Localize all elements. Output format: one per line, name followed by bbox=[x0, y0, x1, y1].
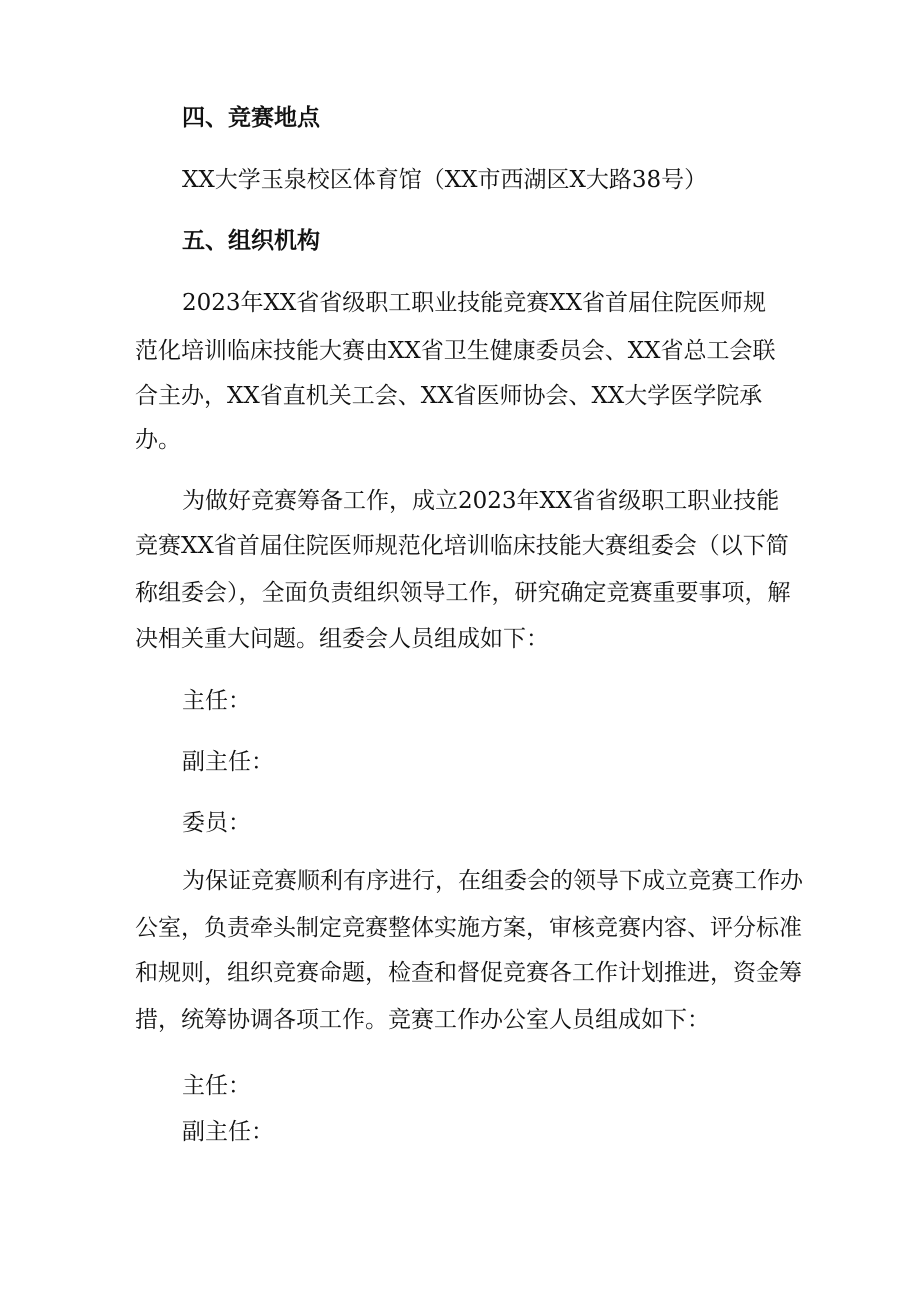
committee-members-label: 委员： bbox=[182, 810, 251, 836]
paragraph-office-line-1: 为保证竞赛顺利有序进行，在组委会的领导下成立竞赛工作办 bbox=[182, 868, 803, 894]
paragraph-office-line-3: 和规则，组织竞赛命题，检查和督促竞赛各工作计划推进，资金筹 bbox=[135, 960, 802, 986]
paragraph-organizers-line-1: 2023年XX省省级职工职业技能竞赛XX省首届住院医师规 bbox=[182, 290, 767, 316]
office-director-label: 主任： bbox=[182, 1073, 251, 1099]
paragraph-office-line-2: 公室，负责牵头制定竞赛整体实施方案，审核竞赛内容、评分标准 bbox=[135, 915, 802, 941]
paragraph-office-line-4: 措，统筹协调各项工作。竞赛工作办公室人员组成如下： bbox=[135, 1007, 710, 1033]
location-text: XX大学玉泉校区体育馆（XX市西湖区X大路38号） bbox=[182, 167, 708, 193]
paragraph-organizers-line-2: 范化培训临床技能大赛由XX省卫生健康委员会、XX省总工会联 bbox=[135, 338, 776, 364]
office-deputy-director-label: 副主任： bbox=[182, 1119, 274, 1145]
paragraph-committee-line-3: 称组委会），全面负责组织领导工作，研究确定竞赛重要事项，解 bbox=[135, 580, 791, 606]
section-heading-organization: 五、组织机构 bbox=[182, 228, 320, 254]
committee-deputy-director-label: 副主任： bbox=[182, 749, 274, 775]
committee-director-label: 主任： bbox=[182, 688, 251, 714]
paragraph-committee-line-1: 为做好竞赛筹备工作，成立2023年XX省省级职工职业技能 bbox=[182, 488, 780, 514]
section-heading-location: 四、竞赛地点 bbox=[182, 105, 320, 131]
paragraph-committee-line-4: 决相关重大问题。组委会人员组成如下： bbox=[135, 626, 549, 652]
paragraph-organizers-line-3: 合主办，XX省直机关工会、XX省医师协会、XX大学医学院承 bbox=[135, 383, 763, 409]
paragraph-organizers-line-4: 办。 bbox=[135, 427, 181, 453]
paragraph-committee-line-2: 竞赛XX省首届住院医师规范化培训临床技能大赛组委会（以下简 bbox=[135, 533, 789, 559]
